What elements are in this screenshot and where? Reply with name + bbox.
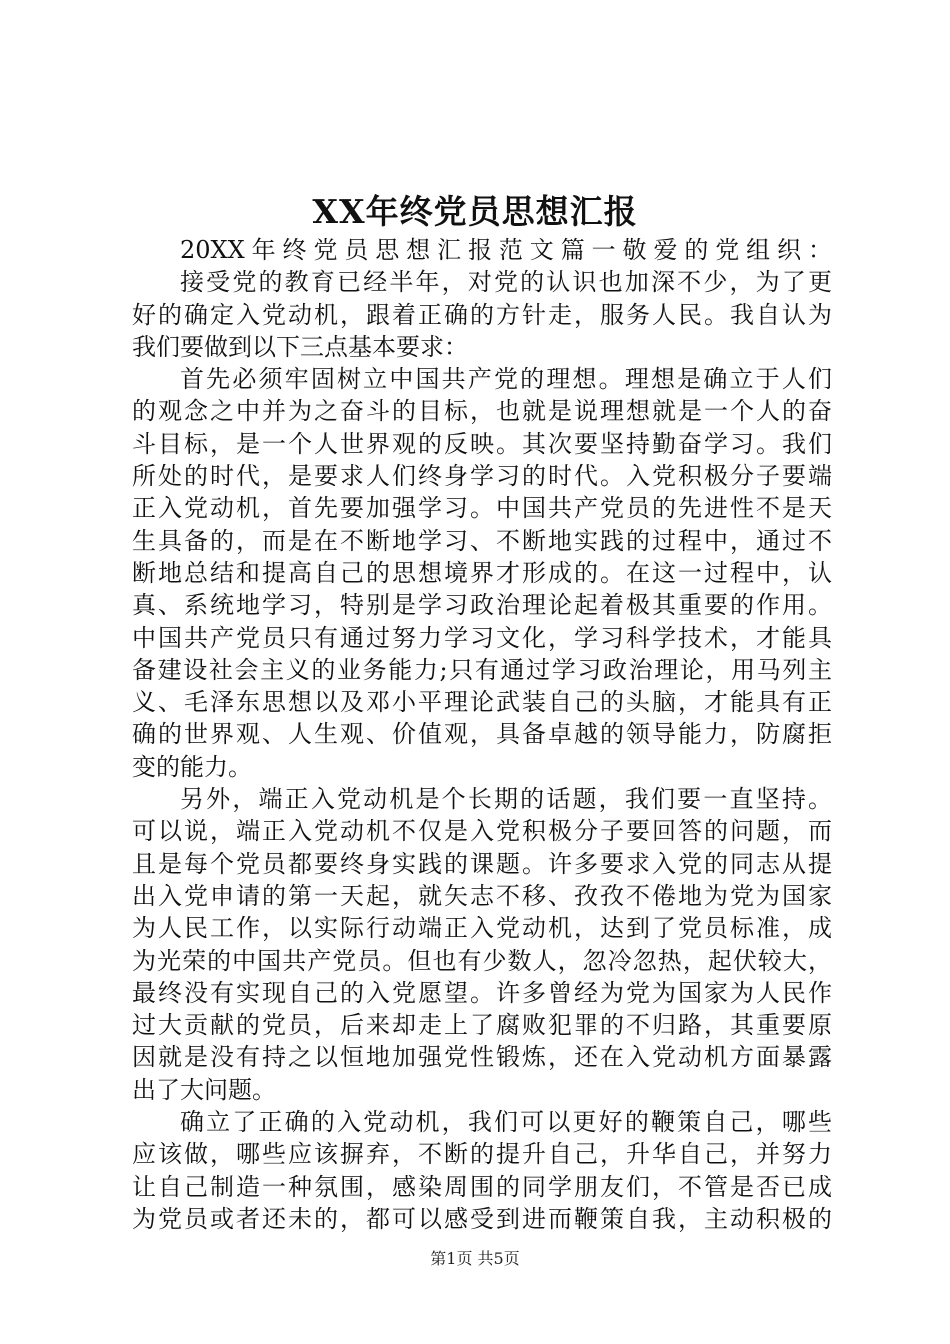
- body-line: 且是每个党员都要终身实践的课题。许多要求入党的同志从提: [132, 849, 832, 878]
- body-line: 好的确定入党动机，跟着正确的方针走，服务人民。我自认为: [132, 300, 832, 329]
- body-line: 中国共产党员只有通过努力学习文化，学习科学技术，才能具: [132, 623, 832, 652]
- body-line: 让自己制造一种氛围，感染周围的同学朋友们，不管是否已成: [132, 1172, 832, 1201]
- document-title: XX年终党员思想汇报: [312, 192, 638, 231]
- body-line: 为人民工作，以实际行动端正入党动机，达到了党员标准，成: [132, 914, 832, 943]
- body-line: 应该做，哪些应该摒弃，不断的提升自己，升华自己，并努力: [132, 1140, 832, 1169]
- body-line: 确立了正确的入党动机，我们可以更好的鞭策自己，哪些: [180, 1108, 832, 1137]
- body-line: 备建设社会主义的业务能力;只有通过学习政治理论，用马列主: [132, 655, 832, 684]
- body-line: 义、毛泽东思想以及邓小平理论武装自己的头脑，才能具有正: [132, 688, 832, 717]
- body-line: 变的能力。: [132, 752, 252, 781]
- body-line: 出入党申请的第一天起，就矢志不移、孜孜不倦地为党为国家: [132, 881, 832, 910]
- body-line: 另外，端正入党动机是个长期的话题，我们要一直坚持。: [180, 785, 832, 814]
- body-line: 生具备的，而是在不断地学习、不断地实践的过程中，通过不: [132, 526, 832, 555]
- body-line: 过大贡献的党员，后来却走上了腐败犯罪的不归路，其重要原: [132, 1011, 832, 1040]
- body-line: 真、系统地学习，特别是学习政治理论起着极其重要的作用。: [132, 591, 832, 620]
- body-line: 因就是没有持之以恒地加强党性锻炼，还在入党动机方面暴露: [132, 1043, 832, 1072]
- body-line: 确的世界观、人生观、价值观，具备卓越的领导能力，防腐拒: [132, 720, 832, 749]
- body-line: 正入党动机，首先要加强学习。中国共产党员的先进性不是天: [132, 494, 832, 523]
- body-line: 为光荣的中国共产党员。但也有少数人，忽冷忽热，起伏较大，: [132, 946, 832, 975]
- page-footer: 第1页 共5页: [430, 1249, 520, 1268]
- document-body: [132, 234, 832, 1235]
- body-line: 为党员或者还未的，都可以感受到进而鞭策自我，主动积极的: [132, 1204, 832, 1233]
- body-line: 断地总结和提高自己的思想境界才形成的。在这一过程中，认: [132, 558, 832, 587]
- body-line: 斗目标，是一个人世界观的反映。其次要坚持勤奋学习。我们: [132, 429, 832, 458]
- body-line: 我们要做到以下三点基本要求：: [132, 332, 468, 361]
- body-line: 所处的时代，是要求人们终身学习的时代。入党积极分子要端: [132, 462, 832, 491]
- body-line: 可以说，端正入党动机不仅是入党积极分子要回答的问题，而: [132, 817, 832, 846]
- body-line: 的观念之中并为之奋斗的目标，也就是说理想就是一个人的奋: [132, 397, 832, 426]
- body-line: 接受党的教育已经半年，对党的认识也加深不少，为了更: [180, 268, 832, 297]
- body-line: 20XX年终党员思想汇报范文篇一敬爱的党组织：: [180, 236, 832, 264]
- body-line: 首先必须牢固树立中国共产党的理想。理想是确立于人们: [180, 365, 832, 394]
- body-line: 出了大问题。: [132, 1075, 276, 1104]
- body-line: 最终没有实现自己的入党愿望。许多曾经为党为国家为人民作: [132, 978, 832, 1007]
